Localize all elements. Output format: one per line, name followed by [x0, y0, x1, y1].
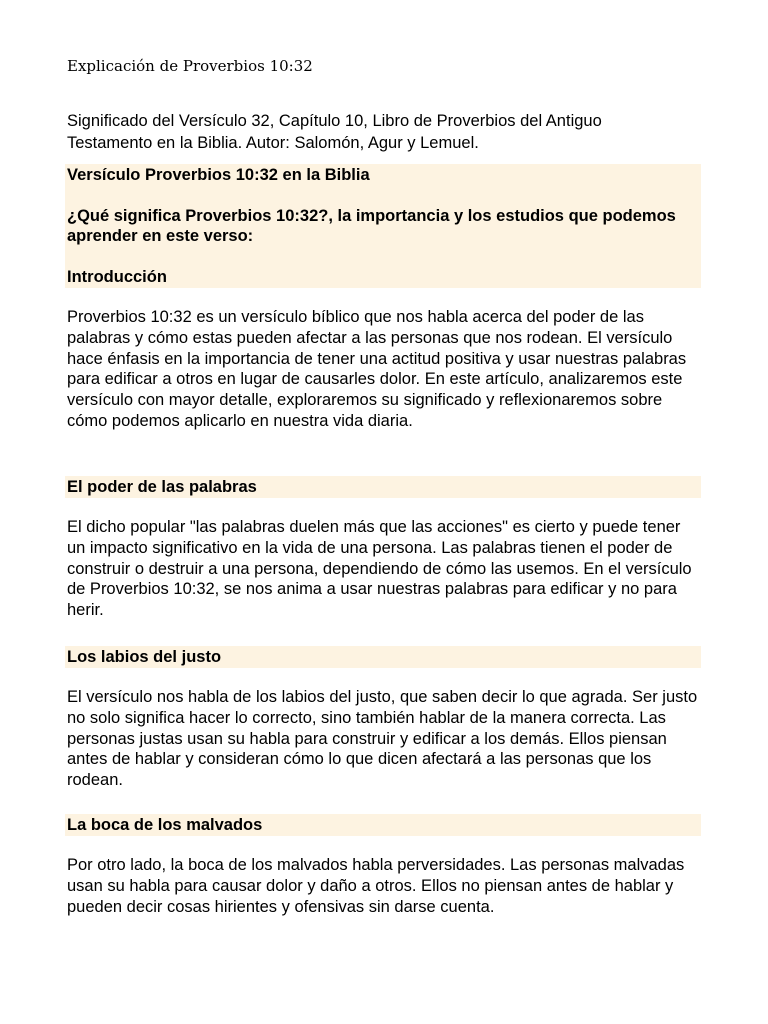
- document-title: Explicación de Proverbios 10:32: [67, 57, 313, 75]
- section-heading-malvados: [65, 814, 701, 836]
- section-heading-justo: [65, 646, 701, 668]
- section-heading-label: La boca de los malvados: [67, 816, 263, 834]
- section-heading-poder: [65, 476, 701, 498]
- section-heading-label: Los labios del justo: [67, 648, 222, 666]
- intro-paragraph: Proverbios 10:32 es un versículo bíblico que nos habla acerca del poder de las palabras y cómo estas pueden afectar a las personas que nos rodean. El versículo hace énfasis en la importancia de tener una actitud positiva y usar nuestras palabras para edificar a otros en lugar de causarles dolor. En este artículo, analizaremos este versículo con mayor detalle, exploraremos su significado y reflexionaremos sobre cómo podemos aplicarlo en nuestra vida diaria.: [67, 308, 687, 430]
- section-paragraph-justo: El versículo nos habla de los labios del justo, que saben decir lo que agrada. Ser justo no solo significa hacer lo correcto, sino también hablar de la manera correcta. Las personas justas usan su habla para construir y edificar a los demás. Ellos piensan antes de hablar y consideran cómo lo que dicen afectará a las personas que los rodean.: [67, 688, 698, 790]
- section-paragraph-malvados: Por otro lado, la boca de los malvados habla perversidades. Las personas malvadas usan su habla para causar dolor y daño a otros. Ellos no piensan antes de hablar y pueden decir cosas hirientes y ofensivas sin darse cuenta.: [67, 856, 685, 916]
- verse-heading: Versículo Proverbios 10:32 en la Biblia: [67, 166, 370, 184]
- intro-heading: Introducción: [67, 268, 167, 286]
- document-summary: Significado del Versículo 32, Capítulo 10, Libro de Proverbios del Antiguo Testamento en la Biblia. Autor: Salomón, Agur y Lemuel.: [67, 112, 602, 152]
- verse-banner: [65, 164, 701, 288]
- section-heading-label: El poder de las palabras: [67, 478, 257, 496]
- verse-question: ¿Qué significa Proverbios 10:32?, la importancia y los estudios que podemos aprender en este verso:: [67, 207, 676, 245]
- section-paragraph-poder: El dicho popular "las palabras duelen más que las acciones" es cierto y puede tener un impacto significativo en la vida de una persona. Las palabras tienen el poder de construir o destruir a una persona, dependiendo de cómo las usemos. En el versículo de Proverbios 10:32, se nos anima a usar nuestras palabras para edificar y no para herir.: [67, 518, 692, 620]
